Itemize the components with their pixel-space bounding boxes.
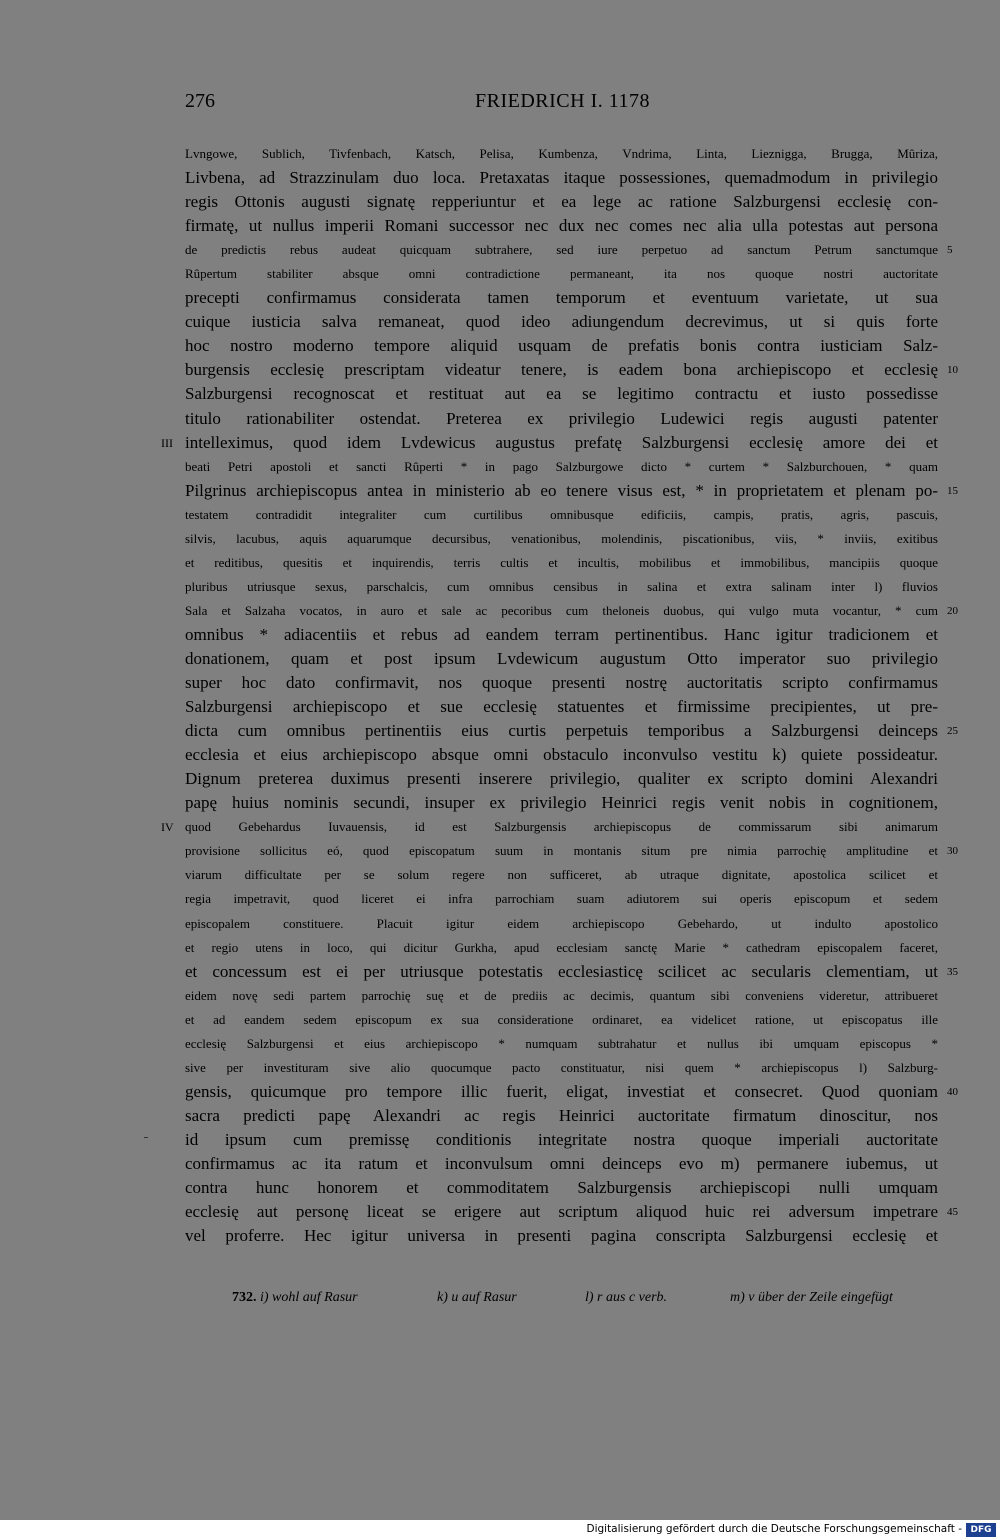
line-number: 15 [947, 484, 958, 497]
line-text: Livbena, ad Strazzinulam duo loca. Pretaxatas itaque possessiones, quemadmodum in privilegio [185, 168, 938, 188]
line-text: sive per investituram sive alio quocumque pacto constituatur, nisi quem * archiepiscopus l) Salzburg- [185, 1059, 938, 1075]
line-text: provisione sollicitus eó, quod episcopatum suum in montanis situm pre nimia parrochię amplitudine et [185, 843, 938, 859]
digitization-credit-bar [0, 1520, 1000, 1540]
page-number: 276 [185, 90, 215, 112]
footnote-i: i) wohl auf Rasur [260, 1290, 358, 1305]
text-line [185, 912, 938, 936]
text-line [185, 142, 938, 166]
footnotes [232, 1290, 938, 1312]
line-text: Salzburgensi archiepiscopo et sue ecclesię statuentes et firmissime precipientes, ut pre- [185, 697, 938, 717]
line-text: regia impetravit, quod liceret ei infra parrochiam suam adiutorem sui operis episcopum et sedem [185, 891, 938, 907]
text-line [185, 647, 938, 671]
text-line [185, 1200, 958, 1224]
text-line [161, 431, 938, 455]
line-text: viarum difficultate per se solum regere non sufficeret, ab utraque dignitate, apostolica scilicet et [185, 867, 938, 883]
line-text: Dignum preterea duximus presenti inserere privilegio, qualiter ex scripto domini Alexandri [185, 769, 938, 789]
line-number: 5 [947, 244, 953, 257]
text-line [185, 791, 938, 815]
text-line [185, 887, 938, 911]
line-text: donationem, quam et post ipsum Lvdewicum augustum Otto imperator suo privilegio [185, 648, 938, 668]
line-text: et reditibus, quesitis et inquirendis, terris cultis et incultis, mobilibus et immobilibus, mancipiis quoque [185, 554, 938, 570]
line-text: beati Petri apostoli et sancti Rûperti * in pago Salzburgowe dicto * curtem * Salzburchouen, * quam [185, 458, 938, 474]
page-header [185, 90, 940, 120]
line-number: 45 [947, 1206, 958, 1219]
text-line [185, 455, 938, 479]
text-line [185, 407, 938, 431]
text-line [185, 695, 938, 719]
text-line [185, 1224, 938, 1248]
line-text: dicta cum omnibus pertinentiis eius curtis perpetuis temporibus a Salzburgensi deinceps [185, 721, 938, 741]
line-text: contra hunc honorem et commoditatem Salzburgensis archiepiscopi nulli umquam [185, 1178, 938, 1198]
text-line [161, 815, 938, 839]
margin-mark [144, 1137, 148, 1138]
text-line [185, 238, 953, 262]
credit-text: Digitalisierung gefördert durch die Deutsche Forschungsgemeinschaft - [586, 1523, 962, 1535]
text-line [185, 551, 938, 575]
line-number: 25 [947, 725, 958, 738]
footnote-document-number: 732. [232, 1290, 257, 1305]
line-text: de predictis rebus audeat quicquam subtrahere, sed iure perpetuo ad sanctum Petrum sanctumque [185, 242, 938, 258]
text-line [185, 1056, 938, 1080]
text-line [185, 479, 958, 503]
section-marker: IV [161, 820, 174, 835]
text-line [185, 1080, 958, 1104]
line-text: Lvngowe, Sublich, Tivfenbach, Katsch, Pelisa, Kumbenza, Vndrima, Linta, Lieznigga, Brugga, Mûriza, [185, 146, 938, 161]
text-line [185, 960, 958, 984]
line-text: firmatę, ut nullus imperii Romani successor nec dux nec comes nec alia ulla potestas aut persona [185, 216, 938, 236]
line-text: et concessum est ei per utriusque potestatis ecclesiasticę scilicet ac secularis clementiam, ut [185, 961, 938, 981]
line-text: omnibus * adiacentiis et rebus ad eandem terram pertinentibus. Hanc igitur tradicionem et [185, 624, 938, 644]
text-line [185, 382, 938, 406]
line-text: titulo rationabiliter ostendat. Preterea ex privilegio Ludewici regis augusti patenter [185, 408, 938, 428]
text-line [185, 1152, 938, 1176]
text-line [185, 262, 938, 286]
text-line [185, 1104, 938, 1128]
text-line [185, 936, 938, 960]
text-line [185, 575, 938, 599]
text-line [185, 286, 938, 310]
footnote-l: l) r aus c verb. [585, 1290, 668, 1305]
line-number: 20 [947, 604, 958, 617]
text-line [185, 1176, 938, 1200]
text-line [185, 767, 938, 791]
line-text: intelleximus, quod idem Lvdewicus augustus prefatę Salzburgensi ecclesię amore dei et [185, 432, 938, 452]
text-line [185, 671, 938, 695]
line-text: Sala et Salzaha vocatos, in auro et sale ac pecoribus cum theloneis duobus, qui vulgo muta vocantur, * cum [185, 602, 938, 618]
text-line [185, 984, 938, 1008]
text-line [185, 214, 938, 238]
section-marker: III [161, 435, 173, 450]
line-number: 40 [947, 1085, 958, 1098]
line-text: sacra predicti papę Alexandri ac regis Heinrici auctoritate firmatum dinoscitur, nos [185, 1105, 938, 1125]
line-text: Pilgrinus archiepiscopus antea in ministerio ab eo tenere visus est, * in proprietatem et plenam po- [185, 480, 938, 500]
footnote-k: k) u auf Rasur [437, 1290, 517, 1305]
text-line [185, 310, 938, 334]
document-body [161, 142, 958, 1248]
text-line [185, 839, 958, 863]
line-text: eidem novę sedi partem parrochię suę et de prediis ac decimis, quantum sibi conveniens videretur, attribueret [185, 987, 938, 1003]
line-number: 30 [947, 845, 958, 858]
line-number: 10 [947, 364, 958, 377]
line-text: testatem contradidit integraliter cum curtilibus omnibusque edificiis, campis, pratis, agris, pascuis, [185, 506, 938, 522]
text-line [185, 1032, 938, 1056]
line-text: ecclesię aut personę liceat se erigere aut scriptum aliquod huic rei adversum impetrare [185, 1202, 938, 1222]
line-text: hoc nostro moderno tempore aliquid usquam de prefatis bonis contra iusticiam Salz- [185, 336, 938, 356]
line-text: regis Ottonis augusti signatę repperiuntur et ea lege ac ratione Salzburgensi ecclesię con- [185, 192, 938, 212]
footnote-m: m) v über der Zeile eingefügt [730, 1290, 893, 1305]
line-text: ecclesię Salzburgensi et eius archiepiscopo * numquam subtrahatur et nullus ibi umquam episcopus * [185, 1035, 938, 1051]
line-text: confirmamus ac ita ratum et inconvulsum omni deinceps evo m) permanere iubemus, ut [185, 1153, 938, 1173]
line-text: vel proferre. Hec igitur universa in presenti pagina conscripta Salzburgensi ecclesię et [185, 1226, 938, 1246]
text-line [185, 599, 958, 623]
line-text: id ipsum cum premissę conditionis integritate nostra quoque imperiali auctoritate [185, 1129, 938, 1149]
line-text: ecclesia et eius archiepiscopo absque omni obstaculo inconvulso vestitu k) quiete possideatur. [185, 745, 938, 765]
line-text: episcopalem constituere. Placuit igitur eidem archiepiscopo Gebehardo, ut indulto apostolico [185, 915, 938, 931]
line-text: cuique iusticia salva remaneat, quod ideo adiungendum decrevimus, ut si quis forte [185, 312, 938, 332]
text-line [185, 863, 938, 887]
line-text: super hoc dato confirmavit, nos quoque presenti nostrę auctoritatis scripto confirmamus [185, 673, 938, 693]
line-text: burgensis ecclesię prescriptam videatur tenere, is eadem bona archiepiscopo et ecclesię [185, 360, 938, 380]
line-text: gensis, quicumque pro tempore illic fuerit, eligat, investiat et consecret. Quod quoniam [185, 1081, 938, 1101]
running-title: FRIEDRICH I. 1178 [475, 90, 650, 112]
text-line [185, 358, 958, 382]
line-text: et ad eandem sedem episcopum ex sua consideratione ordinaret, ea videlicet ratione, ut episcopatus ille [185, 1011, 938, 1027]
dfg-logo: DFG [966, 1523, 996, 1537]
line-text: et regio utens in loco, qui dicitur Gurkha, apud ecclesiam sanctę Marie * cathedram episcopalem faceret, [185, 939, 938, 955]
line-text: Rûpertum stabiliter absque omni contradictione permaneant, ita nos quoque nostri auctoritate [185, 266, 938, 282]
text-line [185, 166, 938, 190]
line-text: quod Gebehardus Iuvauensis, id est Salzburgensis archiepiscopus de commissarum sibi animarum [185, 819, 938, 835]
line-text: silvis, lacubus, aquis aquarumque decursibus, venationibus, molendinis, piscationibus, viis, * inviis, exitibus [185, 530, 938, 546]
line-text: pluribus utriusque sexus, parschalcis, cum omnibus censibus in salina et extra salinam inter l) fluvios [185, 578, 938, 594]
line-number: 35 [947, 965, 958, 978]
text-line [185, 527, 938, 551]
text-line [185, 743, 938, 767]
text-line [185, 503, 938, 527]
line-text: precepti confirmamus considerata tamen temporum et eventuum varietate, ut sua [185, 288, 938, 308]
text-line [185, 190, 938, 214]
line-text: papę huius nominis secundi, insuper ex privilegio Heinrici regis venit nobis in cognitionem, [185, 793, 938, 813]
text-line [185, 623, 938, 647]
text-line [185, 1008, 938, 1032]
text-line [185, 719, 958, 743]
line-text: Salzburgensi recognoscat et restituat aut ea se legitimo contractu et iusto possedisse [185, 384, 938, 404]
text-line [185, 1128, 938, 1152]
text-line [185, 334, 938, 358]
